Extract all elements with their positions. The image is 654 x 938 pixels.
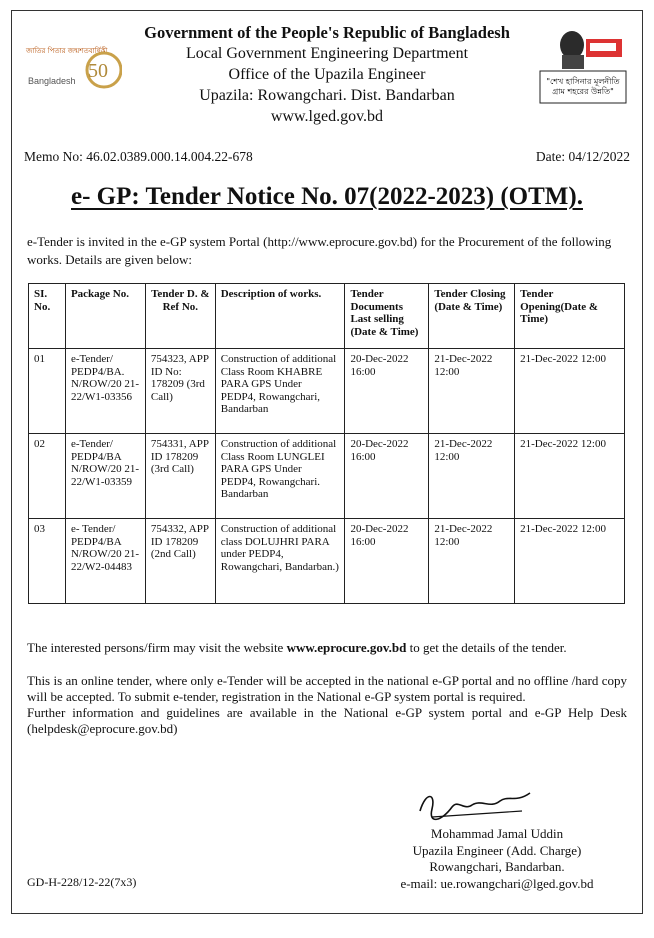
col-last-selling-header: Tender Documents Last selling (Date & Time) [345,284,429,349]
memo-number: Memo No: 46.02.0389.000.14.004.22-678 [24,149,253,164]
online-tender-paragraph: This is an online tender, where only e-Tender will be accepted in the national e-GP portal and no offline /hard copy will be accepted. To submit e-tender, registration in the National e-GP system portal is required. [27,673,627,704]
cell-closing: 21-Dec-2022 12:00 [429,434,515,519]
col-sl-header: SI. No. [29,284,66,349]
cell-last-selling: 20-Dec-2022 16:00 [345,434,429,519]
cell-last-selling: 20-Dec-2022 16:00 [345,349,429,434]
col-package-header: Package No. [65,284,145,349]
cell-tender-ref: 754323, APP ID No: 178209 (3rd Call) [145,349,215,434]
website-info-after: to get the details of the tender. [406,640,567,655]
government-name: Government of the People's Republic of Bangladesh [144,23,510,42]
notice-title [12,183,642,211]
handwritten-signature [412,781,542,831]
tender-notice-page [11,10,643,914]
office-name: Office of the Upazila Engineer [228,66,426,83]
letterhead [12,23,642,127]
office-location: Upazila: Rowangchari. Dist. Bandarban [199,87,455,104]
signatory-designation: Upazila Engineer (Add. Charge) [412,842,582,858]
col-opening-header: Tender Opening(Date & Time) [515,284,625,349]
cell-last-selling: 20-Dec-2022 16:00 [345,519,429,604]
cell-opening: 21-Dec-2022 12:00 [515,434,625,519]
cell-package: e- Tender/ PEDP4/BA N/ROW/20 21- 22/W2-04483 [65,519,145,604]
memo-date: Date: 04/12/2022 [535,149,630,164]
cell-tender-ref: 754331, APP ID 178209 (3rd Call) [145,434,215,519]
further-info-paragraph: Further information and guidelines are available in the National e-GP system portal and e-GP Help Desk (helpdesk@eprocure.gov.bd) [27,705,627,736]
signature-block [372,826,622,892]
cell-description: Construction of additional Class Room KHABRE PARA GPS Under PEDP4, Rowangchari, Bandarban [215,349,345,434]
tender-table [28,283,625,604]
office-website: www.lged.gov.bd [270,108,384,125]
logo-country-label: Bangladesh [28,76,76,86]
logo-number: 50 [88,60,108,82]
table-row [29,434,625,519]
col-tender-ref-header: Tender D. & Ref No. [145,284,215,349]
table-header-row [29,284,625,349]
col-description-header: Description of works. [215,284,345,349]
department-name: Local Government Engineering Department [185,45,469,62]
website-info [27,640,627,656]
intro-paragraph: e-Tender is invited in the e-GP system Portal (http://www.eprocure.gov.bd) for the Procurement of the following works. Details are given below: [27,234,612,267]
signatory-name: Mohammad Jamal Uddin [430,826,564,841]
cell-description: Construction of additional class DOLUJHRI PARA under PEDP4, Rowangchari, Bandarban.) [215,519,345,604]
cell-sl: 02 [29,434,66,519]
cell-sl: 03 [29,519,66,604]
cell-package: e-Tender/ PEDP4/BA N/ROW/20 21- 22/W1-03359 [65,434,145,519]
cell-closing: 21-Dec-2022 12:00 [429,349,515,434]
website-info-before: The interested persons/firm may visit the website [27,640,287,655]
table-row [29,349,625,434]
memo-line [24,149,630,165]
cell-closing: 21-Dec-2022 12:00 [429,519,515,604]
eprocure-link[interactable]: www.eprocure.gov.bd [286,640,407,655]
logo-bengali-text: জাতির পিতার জন্মশতবার্ষিকী [26,47,108,55]
signatory-email: e-mail: ue.rowangchari@lged.gov.bd [400,875,594,891]
cell-tender-ref: 754332, APP ID 178209 (2nd Call) [145,519,215,604]
notice-title-text: e- GP: Tender Notice No. 07(2022-2023) (OTM). [71,183,583,210]
cell-opening: 21-Dec-2022 12:00 [515,349,625,434]
col-closing-header: Tender Closing (Date & Time) [429,284,515,349]
cell-description: Construction of additional Class Room LUNGLEI PARA GPS Under PEDP4, Rowangchari. Bandarban [215,434,345,519]
table-row [29,519,625,604]
gd-reference: GD-H-228/12-22(7x3) [27,875,137,889]
cell-sl: 01 [29,349,66,434]
cell-package: e-Tender/ PEDP4/BA. N/ROW/20 21- 22/W1-03356 [65,349,145,434]
cell-opening: 21-Dec-2022 12:00 [515,519,625,604]
signatory-place: Rowangchari, Bandarban. [429,859,565,874]
logo-motto: "শেখ হাসিনার মূলনীতি গ্রাম শহরের উন্নতি" [546,77,620,96]
online-tender-info [27,673,627,737]
